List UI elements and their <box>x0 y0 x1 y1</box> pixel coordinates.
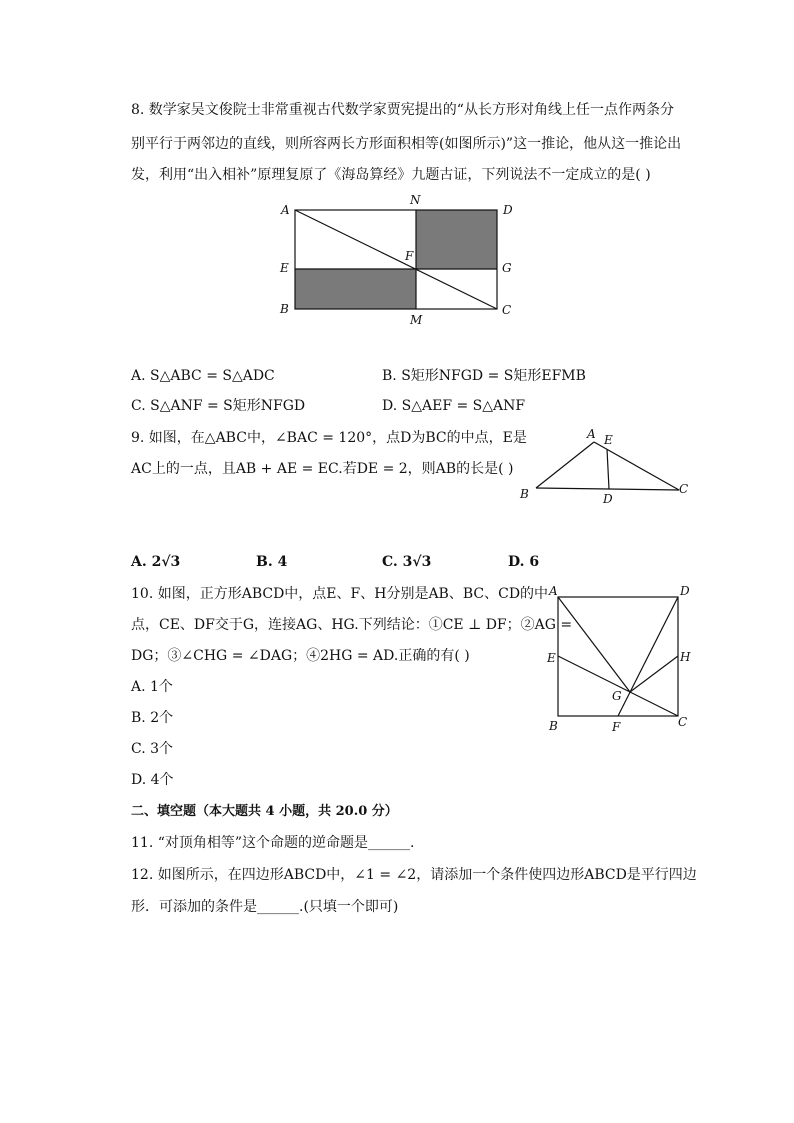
q9-side-bc <box>536 488 679 490</box>
q8-figure <box>270 190 530 330</box>
q8-label-n: N <box>410 193 421 207</box>
q8-option-d: D. S△AEF = S△ANF <box>382 398 526 414</box>
q10-label-g: G <box>612 689 622 703</box>
q11-line-1: 11. “对顶角相等”这个命题的逆命题是______. <box>131 835 415 851</box>
q10-label-f: F <box>612 720 621 734</box>
q10-figure <box>540 580 700 740</box>
q10-segment-hg <box>630 656 678 692</box>
q10-label-e: E <box>547 651 556 665</box>
q10-label-h: H <box>680 650 691 664</box>
q9-segment-de <box>607 449 609 489</box>
q8-line-2: 别平行于两邻边的直线，则所容两长方形面积相等(如图所示)”这一推论，他从这一推论出 <box>131 136 682 152</box>
q8-shaded-rect-nfgd <box>416 210 497 269</box>
q9-figure <box>510 425 700 510</box>
q8-label-m: M <box>410 313 423 327</box>
q9-option-b: B. 4 <box>256 554 288 570</box>
q9-option-c: C. 3√3 <box>382 554 432 570</box>
q10-label-b: B <box>549 719 558 733</box>
q8-line-3: 发，利用“出入相补”原理复原了《海岛算经》九题古证，下列说法不一定成立的是( ) <box>131 167 651 183</box>
q9-label-a: A <box>587 427 596 441</box>
q10-line-3: DG；③∠CHG = ∠DAG；④2HG = AD.正确的有( ) <box>131 648 470 664</box>
q10-option-d: D. 4个 <box>131 772 174 788</box>
q8-line-1: 8. 数学家吴文俊院士非常重视古代数学家贾宪提出的“从长方形对角线上任一点作两条分 <box>131 102 674 118</box>
q8-label-g: G <box>502 261 512 275</box>
q8-option-c: C. S△ANF = S矩形NFGD <box>131 398 306 414</box>
q10-segment-ce <box>558 656 678 716</box>
q9-line-1: 9. 如图，在△ABC中，∠BAC = 120°，点D为BC的中点，E是 <box>131 430 527 446</box>
q10-segment-ag <box>558 597 630 692</box>
q9-label-c: C <box>679 482 689 496</box>
q9-line-2: AC上的一点，且AB + AE = EC.若DE = 2，则AB的长是( ) <box>131 461 514 477</box>
q8-shaded-rect-efmb <box>295 269 416 309</box>
section-heading-fill-in: 二、填空题（本大题共 4 小题，共 20.0 分） <box>131 804 398 819</box>
q9-option-a: A. 2√3 <box>131 554 181 570</box>
q8-label-b: B <box>280 302 289 316</box>
q10-segment-df <box>618 597 678 716</box>
q8-label-c: C <box>502 303 512 317</box>
q10-option-a: A. 1个 <box>131 679 173 695</box>
q9-label-d: D <box>603 492 613 506</box>
q10-option-b: B. 2个 <box>131 710 174 726</box>
q8-option-a: A. S△ABC = S△ADC <box>131 368 275 384</box>
q8-label-a: A <box>281 203 290 217</box>
q9-label-b: B <box>520 487 529 501</box>
q8-label-d: D <box>503 203 513 217</box>
q9-label-e: E <box>604 433 613 447</box>
q10-line-2: 点，CE、DF交于G，连接AG、HG.下列结论：①CE ⊥ DF；②AG = <box>131 617 573 633</box>
q9-option-d: D. 6 <box>508 554 540 570</box>
q10-line-1: 10. 如图，正方形ABCD中，点E、F、H分别是AB、BC、CD的中 <box>131 586 549 602</box>
q10-label-d: D <box>680 584 690 598</box>
q8-label-f: F <box>405 249 414 263</box>
q12-line-1: 12. 如图所示，在四边形ABCD中，∠1 = ∠2，请添加一个条件使四边形ABCD是平行四边 <box>131 867 697 883</box>
q10-option-c: C. 3个 <box>131 741 174 757</box>
q9-side-ab <box>536 442 594 488</box>
q10-label-c: C <box>678 715 688 729</box>
q8-option-b: B. S矩形NFGD = S矩形EFMB <box>382 368 586 384</box>
q8-label-e: E <box>280 261 289 275</box>
q10-label-a: A <box>549 584 558 598</box>
q12-line-2: 形．可添加的条件是______.(只填一个即可) <box>131 899 399 915</box>
